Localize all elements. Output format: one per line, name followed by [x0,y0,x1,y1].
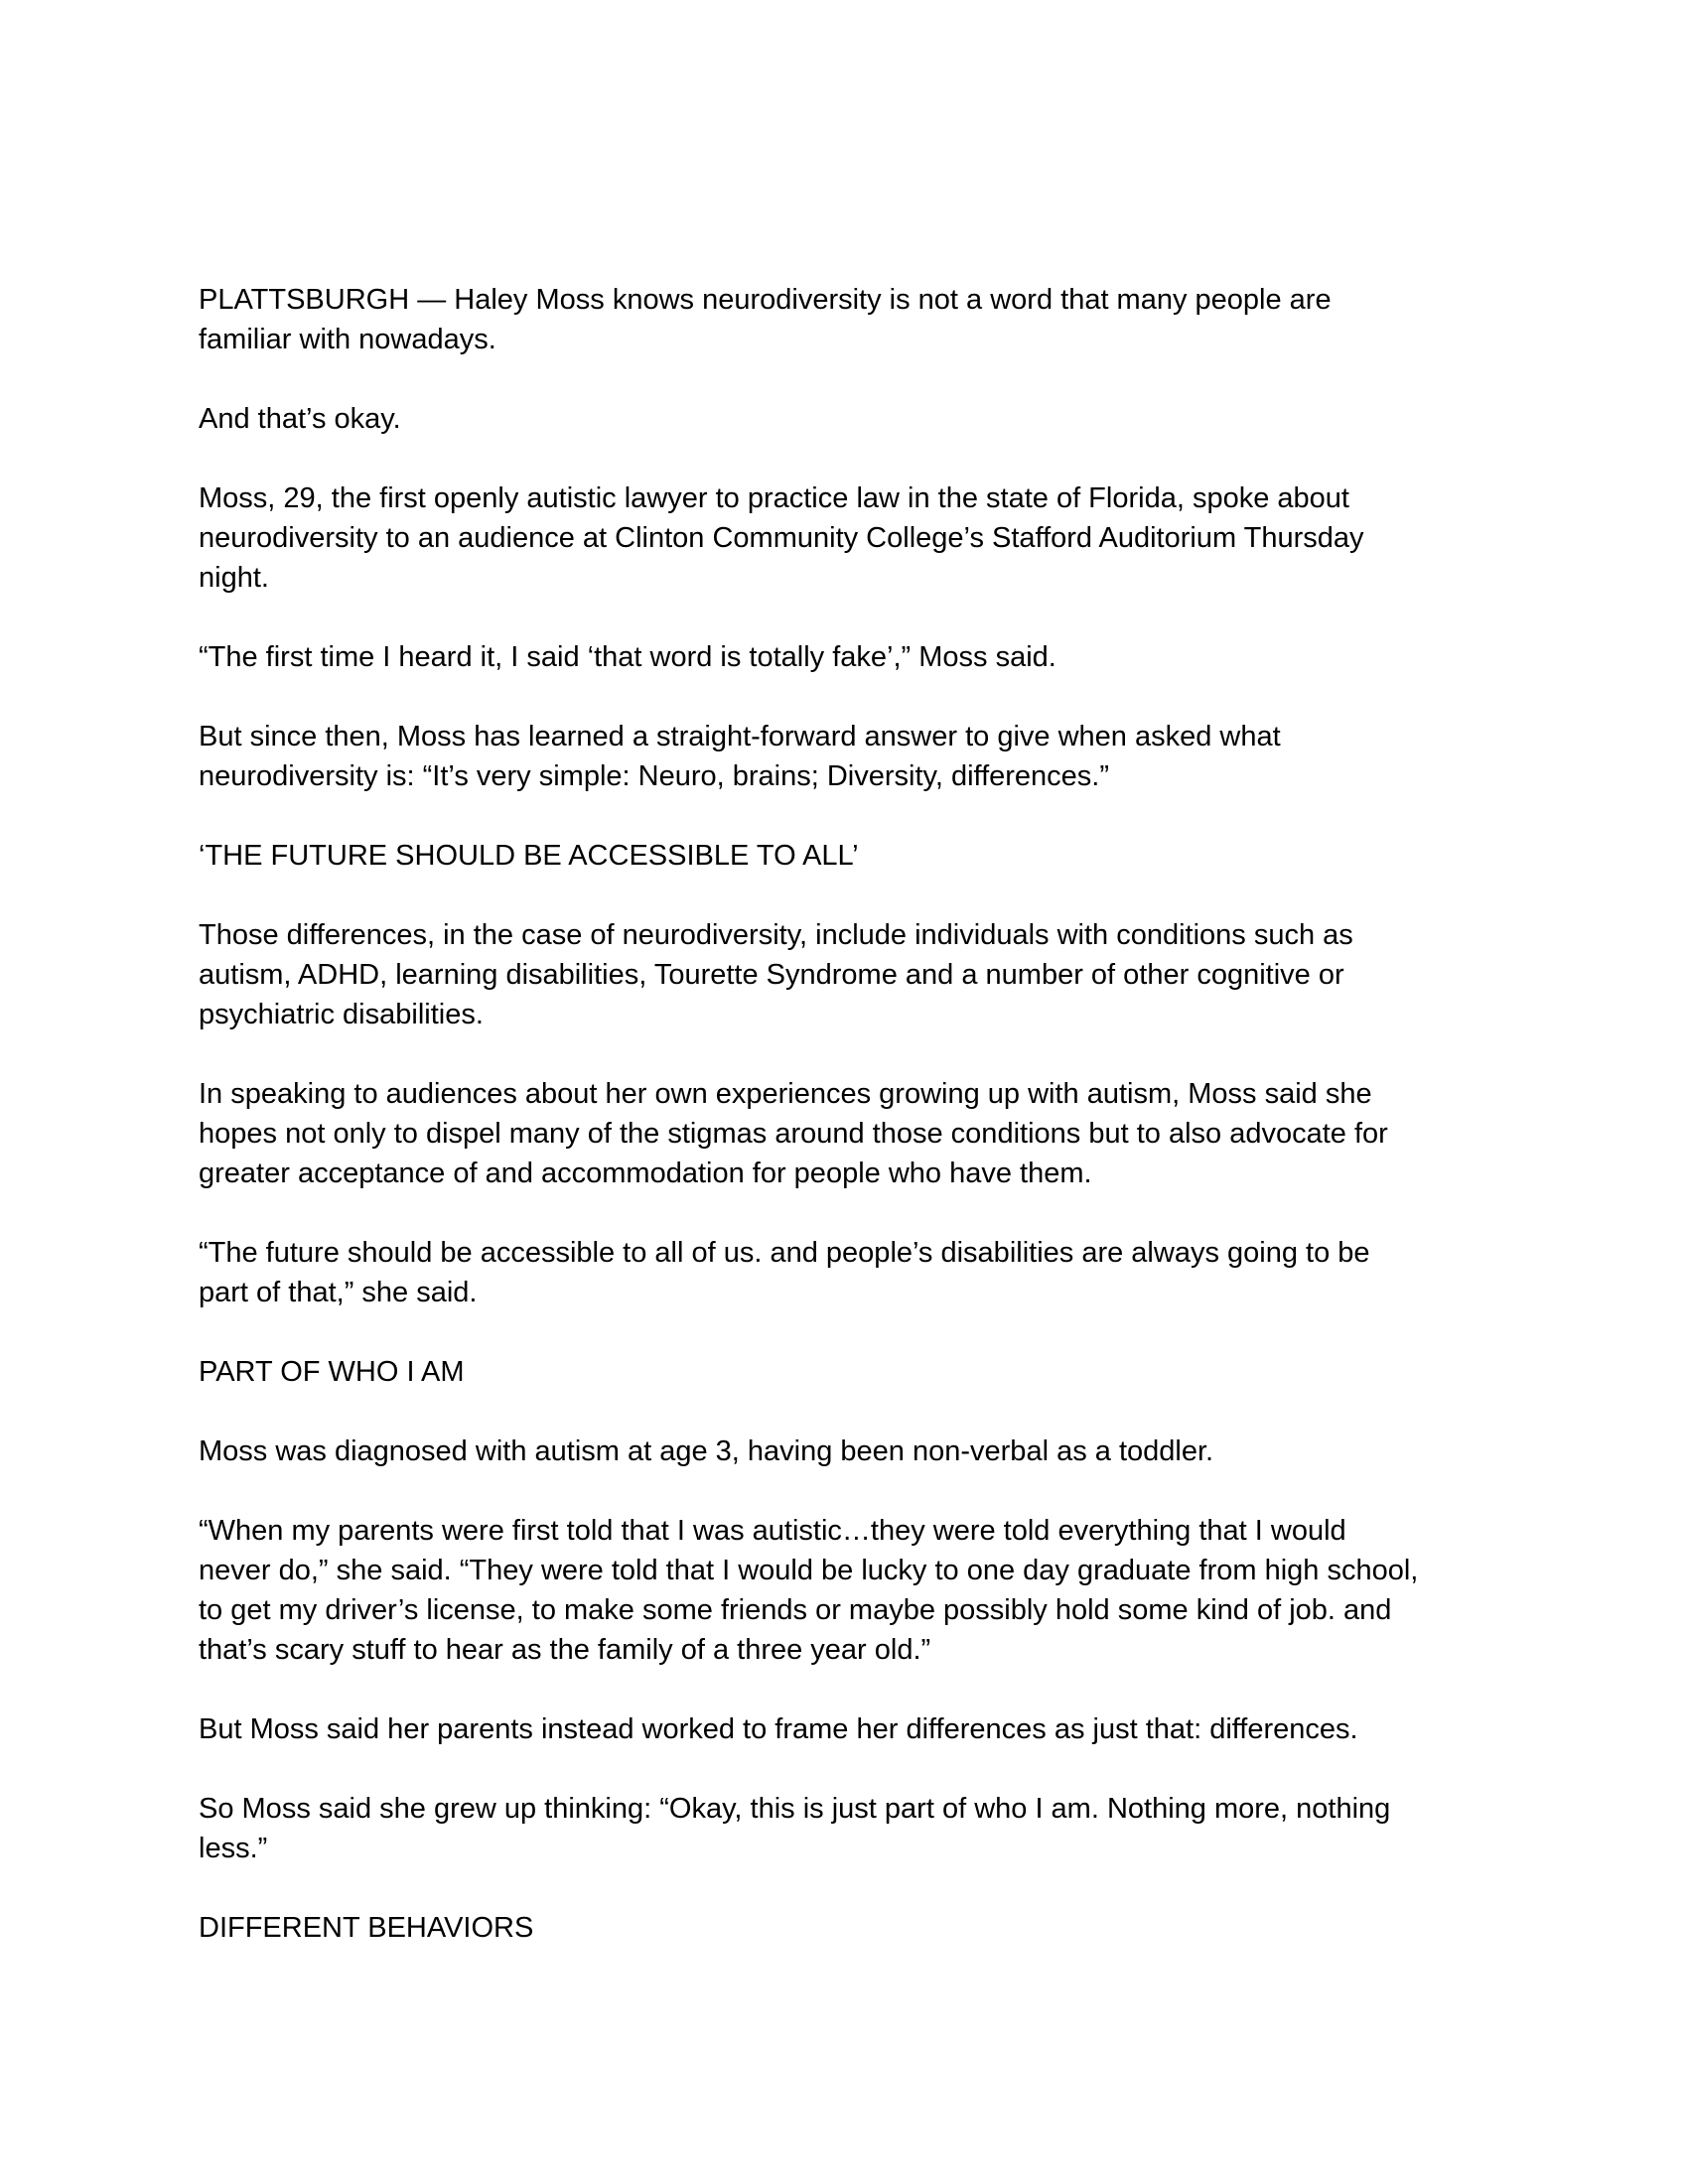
paragraph-dateline: PLATTSBURGH — Haley Moss knows neurodiversity is not a word that many people are familiar with nowadays. [199,284,1332,355]
section-heading: ‘THE FUTURE SHOULD BE ACCESSIBLE TO ALL’ [199,840,859,872]
section-heading: PART OF WHO I AM [199,1356,465,1388]
paragraph-quote: “The first time I heard it, I said ‘that word is totally fake’,” Moss said. [199,641,1056,673]
paragraph: And that’s okay. [199,403,401,435]
paragraph: But since then, Moss has learned a straight-forward answer to give when asked what neurodiversity is: “It’s very simple: Neuro, brains; Diversity, differences.” [199,721,1281,792]
paragraph: Moss was diagnosed with autism at age 3, having been non-verbal as a toddler. [199,1435,1214,1467]
paragraph-quote: So Moss said she grew up thinking: “Okay, this is just part of who I am. Nothing more, nothing less.” [199,1793,1391,1864]
paragraph: In speaking to audiences about her own experiences growing up with autism, Moss said she hopes not only to dispel many of the stigmas around those conditions but to also advocate for greater acceptance of and accommodation for people who have them. [199,1078,1388,1189]
paragraph: But Moss said her parents instead worked to frame her differences as just that: differences. [199,1713,1358,1745]
paragraph-quote: “When my parents were first told that I was autistic…they were told everything that I would never do,” she said. “They were told that I would be lucky to one day graduate from high school, to get my driver’s license, to make some friends or maybe possibly hold some kind of job. and that’s scary stuff to hear as the family of a three year old.” [199,1515,1419,1666]
document-page [199,280,1489,1987]
paragraph: Moss, 29, the first openly autistic lawyer to practice law in the state of Florida, spoke about neurodiversity to an audience at Clinton Community College’s Stafford Auditorium Thursday night. [199,482,1364,594]
paragraph-quote: “The future should be accessible to all of us. and people’s disabilities are always going to be part of that,” she said. [199,1237,1370,1308]
section-heading: DIFFERENT BEHAVIORS [199,1912,534,1944]
paragraph: Those differences, in the case of neurodiversity, include individuals with conditions such as autism, ADHD, learning disabilities, Tourette Syndrome and a number of other cognitive or psychiatric disabilities. [199,919,1353,1030]
